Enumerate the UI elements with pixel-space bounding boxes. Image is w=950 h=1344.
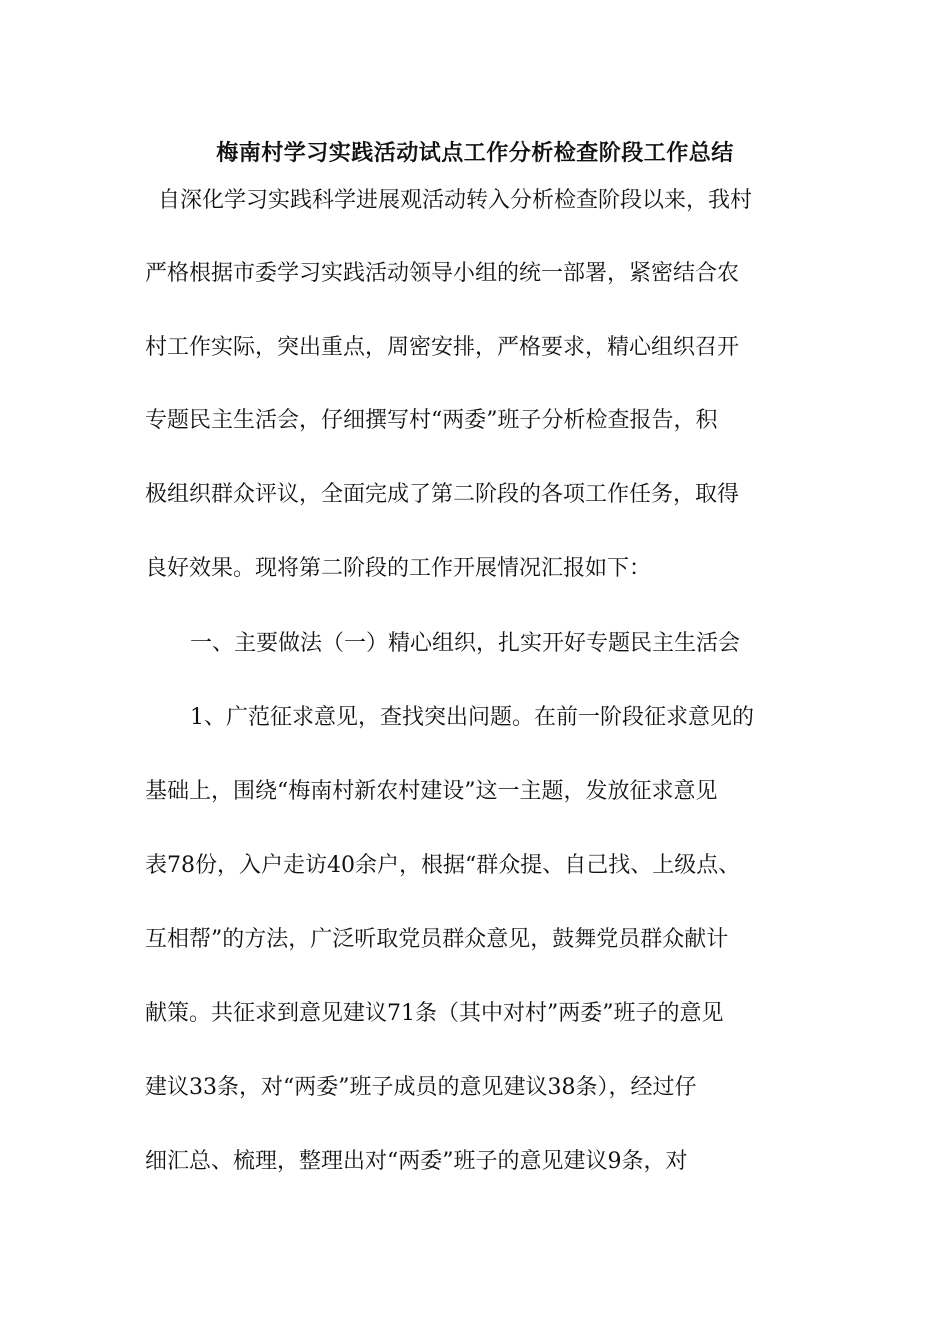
paragraph-line: 表78份，入户走访40余户，根据“群众提、自己找、上级点、: [145, 853, 741, 878]
paragraph-line: 极组织群众评议，全面完成了第二阶段的各项工作任务，取得: [145, 482, 740, 507]
paragraph-line: 专题民主生活会，仔细撰写村“两委”班子分析检查报告，积: [145, 408, 718, 433]
paragraph-line: 村工作实际，突出重点，周密安排，严格要求，精心组织召开: [145, 335, 740, 360]
paragraph-line: 良好效果。现将第二阶段的工作开展情况汇报如下：: [145, 556, 652, 581]
paragraph-line: 严格根据市委学习实践活动领导小组的统一部署，紧密结合农: [145, 261, 740, 286]
paragraph-line: 1、广范征求意见，查找突出问题。在前一阶段征求意见的: [190, 705, 754, 730]
paragraph-line: 基础上，围绕“梅南村新农村建设”这一主题，发放征求意见: [145, 779, 718, 804]
paragraph-line: 细汇总、梳理，整理出对“两委”班子的意见建议9条，对: [145, 1149, 688, 1174]
paragraph-line: 献策。共征求到意见建议71条（其中对村”两委”班子的意见: [145, 1001, 724, 1026]
document-title: 梅南村学习实践活动试点工作分析检查阶段工作总结: [216, 140, 734, 166]
paragraph-line: 建议33条，对“两委”班子成员的意见建议38条），经过仔: [145, 1075, 697, 1100]
section-heading: 一、主要做法（一）精心组织，扎实开好专题民主生活会: [190, 631, 741, 656]
paragraph-line: 自深化学习实践科学进展观活动转入分析检查阶段以来，我村: [158, 188, 753, 213]
paragraph-line: 互相帮”的方法，广泛听取党员群众意见，鼓舞党员群众献计: [145, 927, 729, 952]
